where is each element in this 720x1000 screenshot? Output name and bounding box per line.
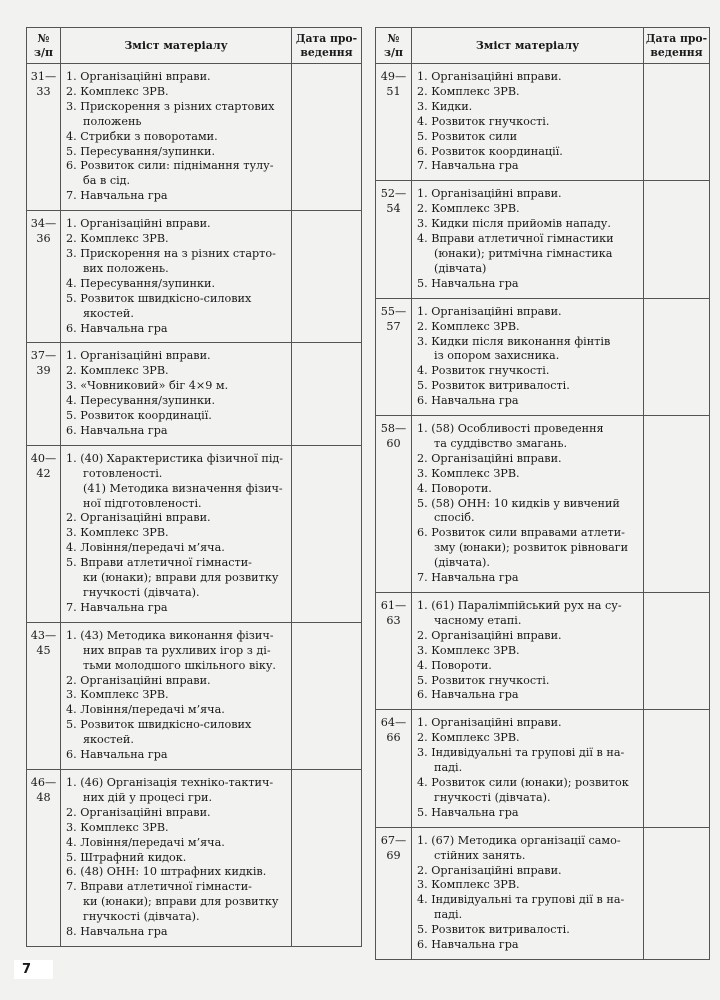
content-line: 4. Розвиток сили (юнаки); розвиток [417, 775, 629, 789]
lesson-number-cell [376, 593, 412, 710]
content-line: 3. Кидки. [417, 99, 473, 113]
lesson-number: 58— [380, 422, 407, 436]
content-line: 2. Комплекс ЗРВ. [417, 84, 520, 98]
content-line: 1. Організаційні вправи. [66, 349, 211, 363]
content-line: 7. Навчальна гра [66, 189, 168, 203]
table-row [376, 710, 710, 827]
content-line: 2. Комплекс ЗРВ. [417, 319, 520, 333]
content-line: 1. Організаційні вправи. [417, 70, 562, 83]
lesson-number: 60 [386, 436, 401, 450]
content-line: 3. Кидки після виконання фінтів [417, 334, 611, 348]
content-line: 3. Прискорення з різних стартових [66, 99, 275, 113]
lesson-number-cell [27, 64, 61, 211]
lesson-number-cell [376, 827, 412, 959]
date-cell[interactable] [644, 416, 710, 593]
content-line: 2. Організаційні вправи. [417, 451, 562, 465]
content-line: 2. Організаційні вправи. [66, 805, 211, 819]
lesson-number-cell [27, 445, 61, 622]
table-row [376, 64, 710, 181]
num-column-header: № з/п [27, 28, 61, 64]
lesson-number-cell [376, 416, 412, 593]
lesson-number: 61— [380, 599, 407, 612]
content-line: 4. Індивідуальні та групові дії в на- [417, 893, 625, 907]
content-line: положень [83, 114, 142, 128]
content-line: 5. Вправи атлетичної гімнасти- [66, 556, 252, 570]
lesson-number: 67— [380, 833, 407, 847]
content-line: часному етапі. [434, 613, 522, 627]
lesson-plan-table-right [375, 27, 710, 960]
lesson-number: 51 [386, 84, 401, 98]
content-line: ба в сід. [83, 174, 131, 188]
content-line: 4. Повороти. [417, 481, 492, 495]
content-line: 4. Вправи атлетичної гімнастики [417, 232, 614, 246]
content-cell [412, 64, 644, 181]
date-cell[interactable] [644, 710, 710, 827]
content-cell [412, 827, 644, 959]
content-line: 5. Навчальна гра [417, 805, 519, 819]
content-line: 1. (46) Організація техніко-тактич- [66, 775, 274, 789]
content-line: 5. Навчальна гра [417, 276, 519, 290]
content-line: (дівчата). [434, 556, 490, 570]
content-line: 3. Прискорення на з різних старто- [66, 246, 276, 260]
content-line: 1. (58) Особливості проведення [417, 422, 604, 436]
lesson-number: 48 [36, 790, 51, 804]
date-cell[interactable] [292, 769, 362, 946]
content-line: 4. Розвиток гнучкості. [417, 114, 550, 128]
content-line: 5. Пересування/зупинки. [66, 144, 216, 158]
content-line: 2. Комплекс ЗРВ. [66, 84, 169, 98]
table-header-row [27, 28, 362, 64]
content-line: паді. [434, 908, 463, 922]
content-line: 2. Організаційні вправи. [66, 511, 211, 525]
lesson-number: 31— [30, 70, 57, 83]
lesson-number-cell [376, 181, 412, 298]
date-cell[interactable] [292, 622, 362, 769]
content-line: 3. Комплекс ЗРВ. [66, 688, 169, 702]
table-row [376, 416, 710, 593]
content-line: 4. Повороти. [417, 658, 492, 672]
lesson-number: 33 [36, 84, 51, 98]
lesson-number-cell [376, 64, 412, 181]
page-number: 7 [14, 960, 53, 979]
content-line: 6. Розвиток сили: піднімання тулу- [66, 159, 274, 173]
content-line: 4. Ловіння/передачі м’яча. [66, 703, 225, 717]
content-line: 3. Комплекс ЗРВ. [417, 466, 520, 480]
content-line: тьми молодшого шкільного віку. [83, 658, 276, 672]
content-line: 3. Комплекс ЗРВ. [417, 643, 520, 657]
lesson-number: 42 [36, 466, 51, 480]
table-row [376, 827, 710, 959]
date-cell[interactable] [644, 64, 710, 181]
content-line: 1. Організаційні вправи. [417, 187, 562, 201]
content-line: гнучкості (дівчата). [83, 586, 200, 599]
content-line: паді. [434, 761, 463, 775]
content-cell [412, 416, 644, 593]
content-line: 7. Навчальна гра [417, 159, 519, 173]
lesson-number: 40— [30, 451, 57, 465]
content-cell [412, 298, 644, 415]
lesson-number: 46— [30, 775, 57, 789]
content-line: 4. Розвиток гнучкості. [417, 364, 550, 378]
content-line: стійних занять. [434, 848, 526, 862]
lesson-number: 49— [380, 70, 407, 83]
lesson-number-cell [376, 710, 412, 827]
date-cell[interactable] [644, 298, 710, 415]
date-cell[interactable] [292, 211, 362, 343]
content-line: готовленості. [83, 466, 163, 480]
lesson-number: 57 [386, 319, 401, 333]
content-line: 1. (61) Паралімпійський рух на су- [417, 599, 622, 612]
content-line: 7. Навчальна гра [66, 600, 168, 614]
lesson-number: 63 [386, 613, 401, 627]
content-cell [61, 64, 292, 211]
content-cell [61, 445, 292, 622]
content-line: (юнаки); ритмічна гімнастика [434, 246, 613, 260]
content-line: 1. (40) Характеристика фізичної під- [66, 451, 284, 465]
table-row [27, 64, 362, 211]
lesson-number-cell [27, 211, 61, 343]
content-line: ки (юнаки); вправи для розвитку [83, 895, 279, 909]
content-column-header: Зміст матеріалу [412, 28, 644, 64]
content-line: 2. Організаційні вправи. [66, 673, 211, 687]
content-line: 2. Комплекс ЗРВ. [66, 232, 169, 246]
date-cell[interactable] [292, 64, 362, 211]
content-line: 4. Пересування/зупинки. [66, 394, 216, 408]
content-cell [61, 769, 292, 946]
lesson-number: 39 [36, 364, 51, 378]
content-line: 1. Організаційні вправи. [417, 304, 562, 318]
content-line: 2. Комплекс ЗРВ. [417, 731, 520, 745]
table-header-row [376, 28, 710, 64]
content-line: із опором захисника. [434, 349, 560, 363]
content-line: 3. Кидки після прийомів нападу. [417, 217, 611, 231]
content-line: та суддівство змагань. [434, 436, 568, 450]
table-row [27, 211, 362, 343]
content-line: 1. (43) Методика виконання фізич- [66, 628, 274, 642]
lesson-number: 66 [386, 731, 401, 745]
lesson-number: 64— [380, 716, 407, 730]
content-line: якостей. [83, 733, 134, 747]
lesson-number-cell [27, 622, 61, 769]
lesson-number-cell [27, 769, 61, 946]
content-line: 3. «Човниковий» біг 4×9 м. [66, 379, 229, 393]
content-line: 6. Розвиток сили вправами атлети- [417, 526, 625, 540]
date-cell[interactable] [292, 445, 362, 622]
content-line: них вправ та рухливих ігор з ді- [83, 643, 271, 657]
content-line: 6. Навчальна гра [66, 423, 168, 437]
lesson-number: 55— [380, 304, 407, 318]
content-line: 7. Навчальна гра [417, 571, 519, 585]
table-row [376, 181, 710, 298]
content-line: 6. Навчальна гра [66, 321, 168, 335]
content-line: 1. Організаційні вправи. [417, 716, 562, 730]
date-cell[interactable] [292, 343, 362, 445]
table-row [27, 343, 362, 445]
date-cell[interactable] [644, 593, 710, 710]
content-cell [412, 181, 644, 298]
content-line: ки (юнаки); вправи для розвитку [83, 571, 279, 585]
content-cell [412, 710, 644, 827]
content-line: 3. Комплекс ЗРВ. [66, 526, 169, 540]
lesson-number: 54 [386, 202, 401, 216]
content-line: 4. Ловіння/передачі м’яча. [66, 835, 225, 849]
content-line: 5. Розвиток сили [417, 129, 518, 143]
content-line: них дій у процесі гри. [83, 790, 213, 804]
content-line: вих положень. [83, 261, 169, 275]
content-cell [61, 622, 292, 769]
lesson-plan-table-left [26, 27, 362, 947]
content-line: 5. (58) ОНН: 10 кидків у вивчений [417, 496, 620, 510]
content-line: 1. (67) Методика організації само- [417, 833, 621, 847]
content-column-header: Зміст матеріалу [61, 28, 292, 64]
lesson-number: 36 [36, 232, 51, 246]
content-line: 1. Організаційні вправи. [66, 217, 211, 231]
date-cell[interactable] [644, 181, 710, 298]
content-line: гнучкості (дівчата). [83, 910, 200, 924]
table-row [27, 445, 362, 622]
table-row [27, 769, 362, 946]
content-line: (дівчата) [434, 261, 487, 275]
content-line: спосіб. [434, 511, 475, 525]
content-line: 5. Розвиток гнучкості. [417, 673, 550, 687]
lesson-number: 45 [36, 643, 51, 657]
lesson-number: 43— [30, 628, 57, 642]
lesson-number-cell [376, 298, 412, 415]
content-line: 5. Розвиток координації. [66, 409, 212, 423]
date-column-header: Дата про- ведення [292, 28, 362, 64]
content-line: 7. Вправи атлетичної гімнасти- [66, 880, 252, 894]
content-cell [412, 593, 644, 710]
lesson-number-cell [27, 343, 61, 445]
date-cell[interactable] [644, 827, 710, 959]
content-line: 3. Комплекс ЗРВ. [66, 820, 169, 834]
lesson-number: 69 [386, 848, 401, 862]
content-line: 5. Розвиток швидкісно-силових [66, 291, 252, 305]
content-line: 2. Комплекс ЗРВ. [417, 202, 520, 216]
content-line: якостей. [83, 306, 134, 320]
content-line: 2. Організаційні вправи. [417, 628, 562, 642]
content-line: 6. Навчальна гра [66, 748, 168, 762]
table-row [376, 298, 710, 415]
date-column-header: Дата про- ведення [644, 28, 710, 64]
content-line: 6. Навчальна гра [417, 938, 519, 952]
content-line: 6. Навчальна гра [417, 688, 519, 702]
num-column-header: № з/п [376, 28, 412, 64]
content-line: 6. Навчальна гра [417, 394, 519, 408]
content-cell [61, 211, 292, 343]
content-line: 5. Розвиток витривалості. [417, 923, 570, 937]
content-line: 2. Комплекс ЗРВ. [66, 364, 169, 378]
content-line: ної підготовленості. [83, 496, 202, 510]
content-line: 1. Організаційні вправи. [66, 70, 211, 83]
content-line: 4. Пересування/зупинки. [66, 276, 216, 290]
table-row [27, 622, 362, 769]
content-line: 4. Ловіння/передачі м’яча. [66, 541, 225, 555]
content-line: 3. Індивідуальні та групові дії в на- [417, 746, 625, 760]
lesson-number: 37— [30, 349, 57, 363]
content-line: зму (юнаки); розвиток рівноваги [434, 541, 629, 555]
content-line: 5. Розвиток швидкісно-силових [66, 718, 252, 732]
content-line: (41) Методика визначення фізич- [83, 481, 283, 495]
content-line: 8. Навчальна гра [66, 925, 168, 939]
content-line: 3. Комплекс ЗРВ. [417, 878, 520, 892]
lesson-number: 34— [30, 217, 57, 231]
content-line: 5. Розвиток витривалості. [417, 379, 570, 393]
content-line: гнучкості (дівчата). [434, 790, 551, 804]
content-line: 5. Штрафний кидок. [66, 850, 187, 864]
content-line: 6. Розвиток координації. [417, 144, 563, 158]
content-line: 4. Стрибки з поворотами. [66, 129, 218, 143]
content-cell [61, 343, 292, 445]
table-row [376, 593, 710, 710]
content-line: 2. Організаційні вправи. [417, 863, 562, 877]
content-line: 6. (48) ОНН: 10 штрафних кидків. [66, 865, 267, 879]
lesson-number: 52— [380, 187, 407, 201]
